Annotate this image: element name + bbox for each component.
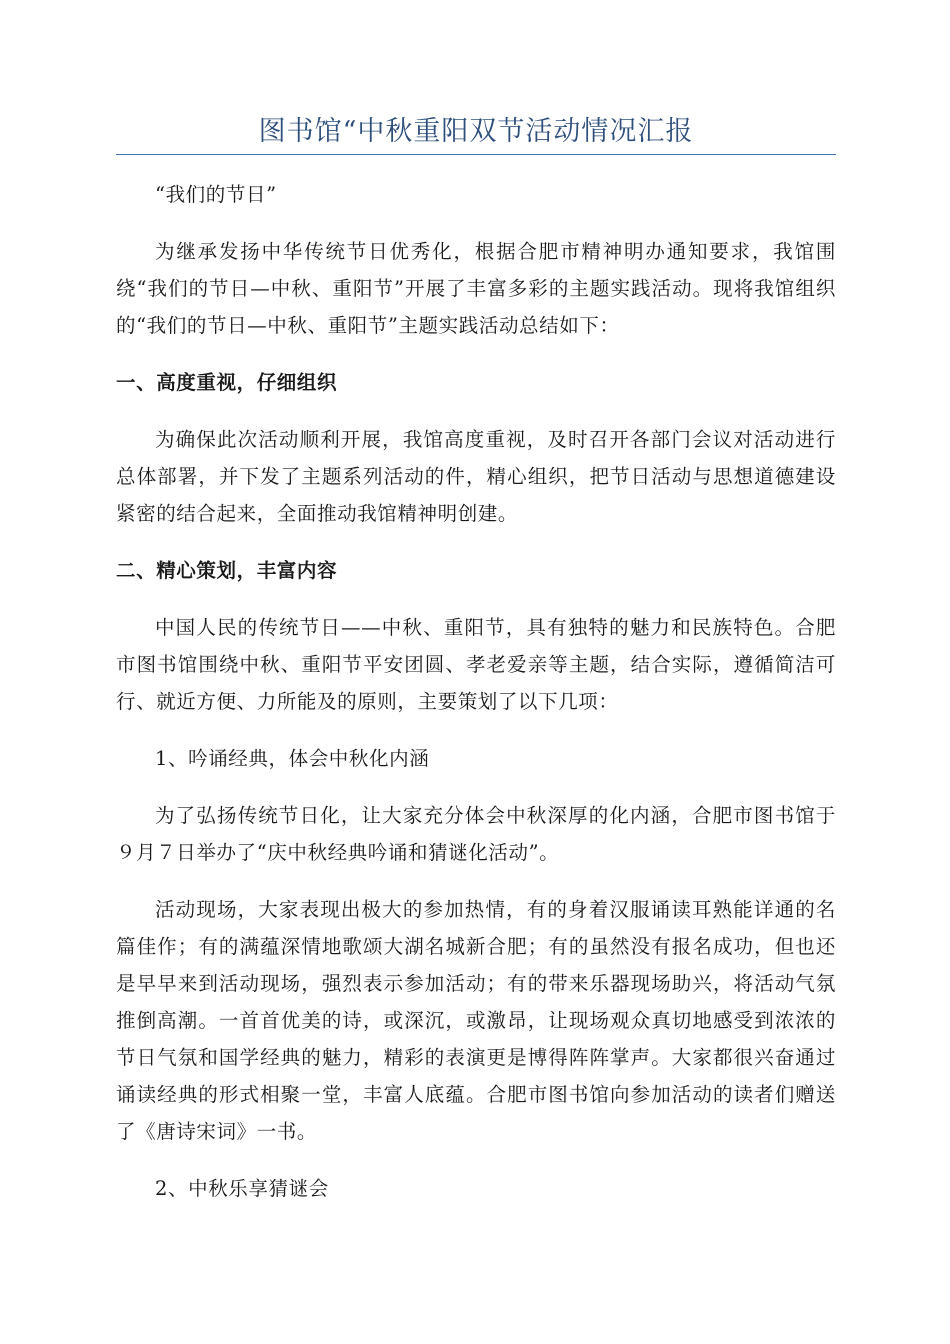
section-heading-2: 二、精心策划，丰富内容 <box>116 559 338 582</box>
section-2-paragraph: 为了弘扬传统节日化，让大家充分体会中秋深厚的化内涵，合肥市图书馆于９月７日举办了“庆中秋经典吟诵和猜谜化活动”。 <box>116 804 836 864</box>
subsection-heading-1: 1、吟诵经典，体会中秋化内涵 <box>155 747 430 770</box>
document-title: 图书馆“中秋重阳双节活动情况汇报 <box>258 116 694 147</box>
section-2-paragraph: 活动现场，大家表现出极大的参加热情，有的身着汉服诵读耳熟能详通的名篇佳作；有的满蕴深情地歌颂大湖名城新合肥；有的虽然没有报名成功，但也还是早早来到活动现场，强烈表示参加活动；有的带来乐器现场助兴，将活动气氛推倒高潮。一首首优美的诗，或深沉，或激昂，让现场观众真切地感受到浓浓的节日气氛和国学经典的魅力，精彩的表演更是博得阵阵掌声。大家都很兴奋通过诵读经典的形式相聚一堂，丰富人底蕴。合肥市图书馆向参加活动的读者们赠送了《唐诗宋词》一书。 <box>116 898 836 1143</box>
subtitle-paragraph: “我们的节日” <box>155 183 277 206</box>
section-1-paragraph: 为确保此次活动顺利开展，我馆高度重视，及时召开各部门会议对活动进行总体部署，并下发了主题系列活动的件，精心组织，把节日活动与思想道德建设紧密的结合起来，全面推动我馆精神明创建。 <box>116 428 836 525</box>
section-2-paragraph: 中国人民的传统节日——中秋、重阳节，具有独特的魅力和民族特色。合肥市图书馆围绕中秋、重阳节平安团圆、孝老爱亲等主题，结合实际，遵循简洁可行、就近方便、力所能及的原则，主要策划了以下几项： <box>116 616 836 713</box>
section-heading-1: 一、高度重视，仔细组织 <box>116 371 338 394</box>
intro-paragraph: 为继承发扬中华传统节日优秀化，根据合肥市精神明办通知要求，我馆围绕“我们的节日—中秋、重阳节”开展了丰富多彩的主题实践活动。现将我馆组织的“我们的节日—中秋、重阳节”主题实践活动总结如下： <box>116 240 836 337</box>
title-underline <box>116 154 836 155</box>
subsection-heading-2: 2、中秋乐享猜谜会 <box>155 1177 329 1200</box>
document-body <box>116 176 836 1227</box>
